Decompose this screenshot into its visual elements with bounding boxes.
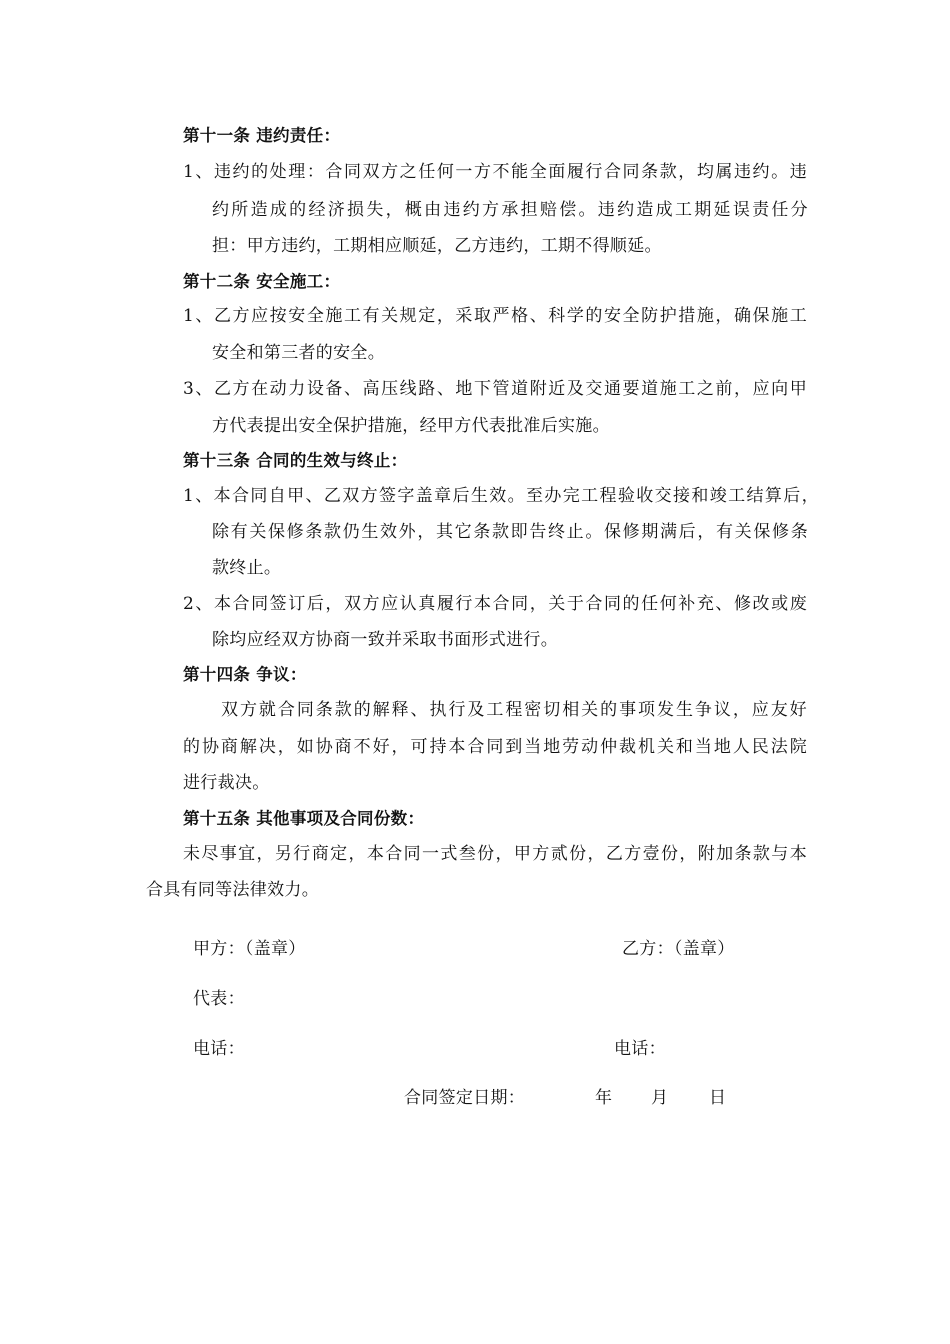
- date-month-label: 月: [651, 1088, 669, 1108]
- article-11-item-1-line-1: 1、违约的处理：合同双方之任何一方不能全面履行合同条款，均属违约。违: [183, 162, 807, 182]
- party-a-phone-label: 电话：: [193, 1039, 245, 1059]
- article-14-body-line-1: 双方就合同条款的解释、执行及工程密切相关的事项发生争议，应友好: [221, 700, 807, 720]
- party-a-seal-label: 甲方：（盖章）: [193, 939, 306, 959]
- article-14-body-line-2: 的协商解决，如协商不好，可持本合同到当地劳动仲裁机关和当地人民法院: [183, 737, 807, 757]
- article-11-item-1-line-3: 担：甲方违约，工期相应顺延，乙方违约，工期不得顺延。: [212, 236, 662, 256]
- representative-label: 代表：: [193, 989, 245, 1009]
- party-b-seal-label: 乙方：（盖章）: [622, 939, 735, 959]
- article-15-body-line-2: 合具有同等法律效力。: [146, 880, 319, 900]
- article-12-item-3-line-1: 3、乙方在动力设备、高压线路、地下管道附近及交通要道施工之前，应向甲: [183, 379, 807, 399]
- article-13-heading: 第十三条 合同的生效与终止：: [183, 451, 408, 470]
- signing-date-label: 合同签定日期：: [404, 1088, 526, 1108]
- article-12-heading: 第十二条 安全施工：: [183, 272, 341, 291]
- article-12-item-1-line-1: 1、乙方应按安全施工有关规定，采取严格、科学的安全防护措施，确保施工: [183, 306, 807, 326]
- article-15-body-line-1: 未尽事宜，另行商定，本合同一式叁份，甲方贰份，乙方壹份，附加条款与本: [183, 844, 807, 864]
- date-year-label: 年: [595, 1088, 613, 1108]
- article-14-body-line-3: 进行裁决。: [183, 773, 270, 793]
- article-14-heading: 第十四条 争议：: [183, 665, 307, 684]
- article-13-item-1-line-3: 款终止。: [212, 558, 282, 578]
- article-11-heading: 第十一条 违约责任：: [183, 126, 341, 145]
- article-11-item-1-line-2: 约所造成的经济损失，概由违约方承担赔偿。违约造成工期延误责任分: [212, 200, 808, 220]
- article-12-item-1-line-2: 安全和第三者的安全。: [212, 343, 385, 363]
- article-15-heading: 第十五条 其他事项及合同份数：: [183, 809, 425, 828]
- date-day-label: 日: [709, 1088, 727, 1108]
- article-13-item-1-line-1: 1、本合同自甲、乙双方签字盖章后生效。至办完工程验收交接和竣工结算后，: [183, 486, 819, 506]
- article-13-item-2-line-1: 2、本合同签订后，双方应认真履行本合同，关于合同的任何补充、修改或废: [183, 594, 807, 614]
- article-13-item-2-line-2: 除均应经双方协商一致并采取书面形式进行。: [212, 630, 558, 650]
- article-12-item-3-line-2: 方代表提出安全保护措施，经甲方代表批准后实施。: [212, 416, 610, 436]
- party-b-phone-label: 电话：: [614, 1039, 666, 1059]
- article-13-item-1-line-2: 除有关保修条款仍生效外，其它条款即告终止。保修期满后，有关保修条: [212, 522, 808, 542]
